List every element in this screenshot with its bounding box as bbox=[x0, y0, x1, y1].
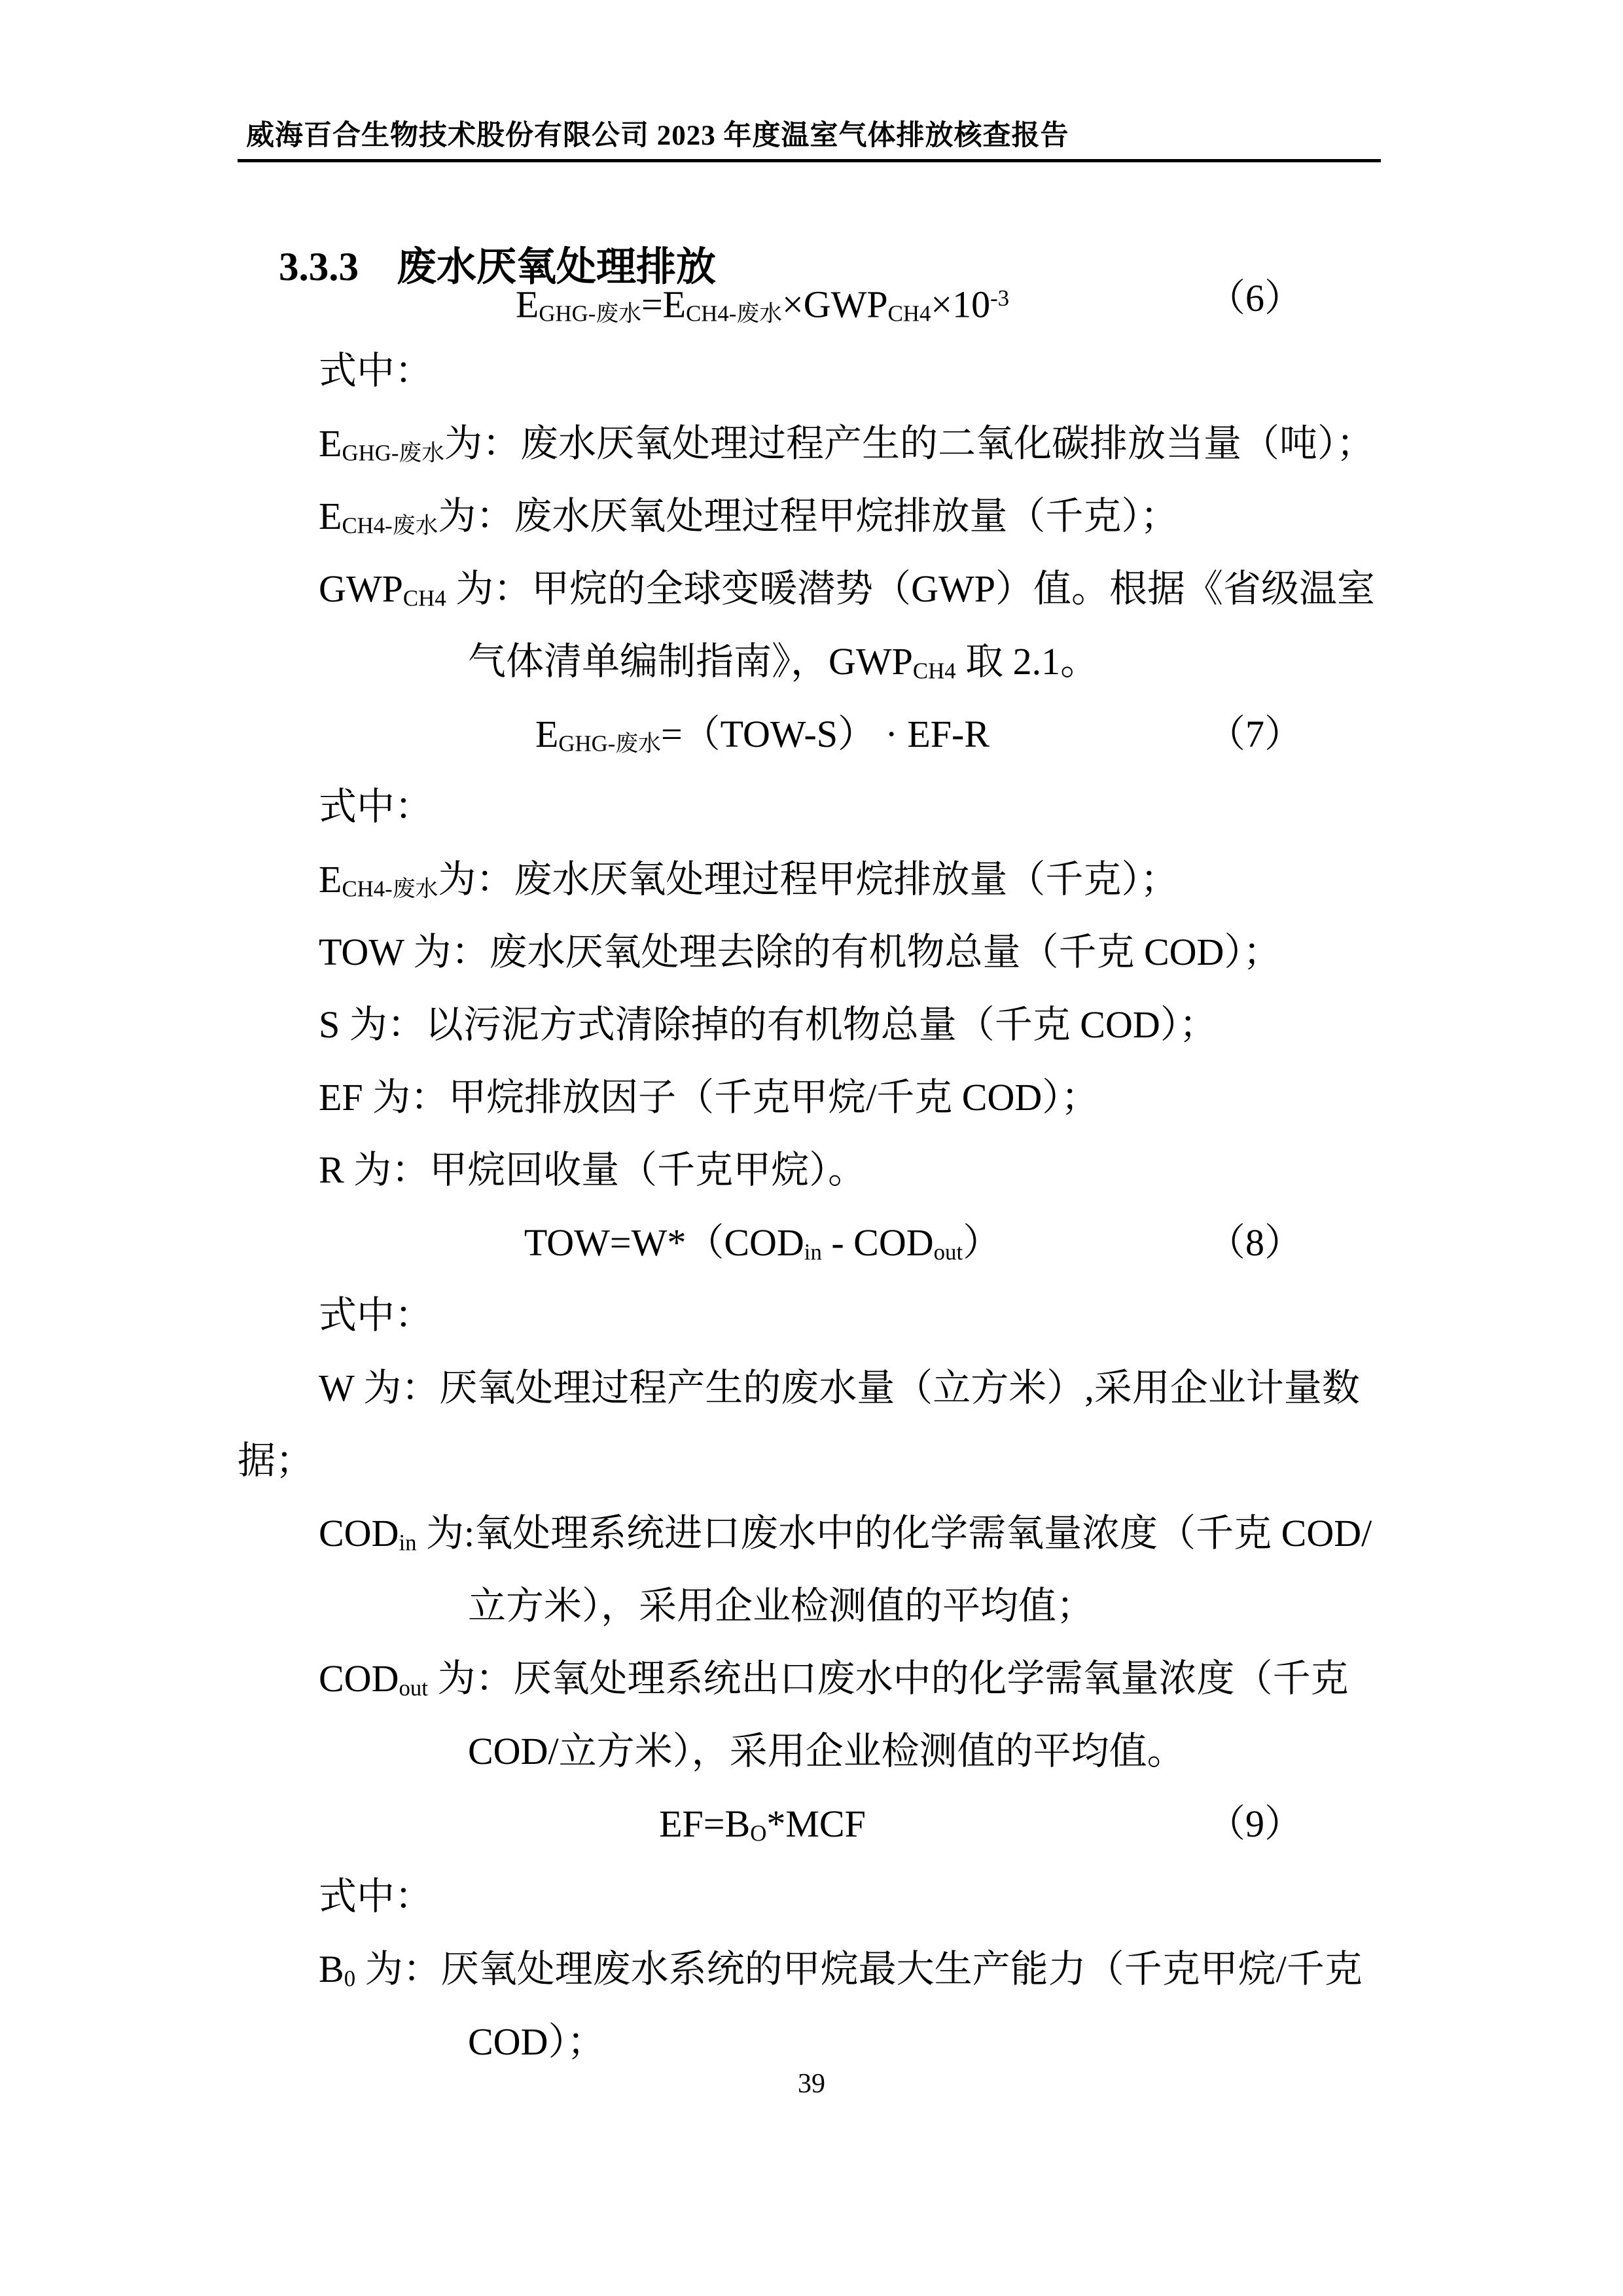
section-heading-number: 3.3.3 bbox=[279, 245, 359, 289]
document-body bbox=[238, 262, 1385, 2078]
text-segment: COD）； bbox=[468, 2020, 605, 2063]
text-segment: ×10 bbox=[931, 283, 991, 326]
formula-line bbox=[238, 262, 1385, 334]
page-header-title: 威海百合生物技术股份有限公司 2023 年度温室气体排放核查报告 bbox=[246, 120, 1069, 151]
formula-sub-segment: CH4-废水 bbox=[686, 300, 782, 327]
equation-number: （6） bbox=[1207, 277, 1302, 319]
text-segment: COD/立方米），采用企业检测值的平均值。 bbox=[468, 1730, 1185, 1772]
formula-sub-segment: out bbox=[933, 1239, 963, 1265]
body-text-line bbox=[238, 1715, 1385, 1787]
equation-number: （9） bbox=[1207, 1803, 1302, 1845]
text-segment: 式中： bbox=[319, 785, 433, 828]
text-segment: E bbox=[515, 283, 539, 326]
formula-sup-segment: -3 bbox=[990, 285, 1010, 311]
text-segment: - COD bbox=[821, 1221, 934, 1264]
formula-sub-segment: CH4-废水 bbox=[342, 876, 438, 902]
formula-sub-segment: out bbox=[399, 1675, 428, 1701]
text-segment: ） bbox=[963, 1221, 1001, 1264]
body-text-line bbox=[238, 1352, 1385, 1424]
text-segment: 式中： bbox=[319, 1294, 433, 1336]
text-segment: B bbox=[319, 1948, 344, 1990]
text-segment: R 为：甲烷回收量（千克甲烷）。 bbox=[319, 1149, 866, 1191]
body-text-line bbox=[238, 625, 1385, 698]
text-segment: E bbox=[319, 495, 342, 537]
formula-line bbox=[238, 1206, 1385, 1279]
text-segment: *MCF bbox=[766, 1803, 866, 1845]
body-text-line bbox=[238, 1061, 1385, 1134]
body-text-line bbox=[238, 916, 1385, 988]
text-segment: GWP bbox=[319, 567, 403, 610]
formula-sub-segment: GHG-废水 bbox=[342, 440, 445, 466]
body-text-line bbox=[238, 407, 1385, 480]
formula-sub-segment: CH4 bbox=[887, 300, 931, 327]
formula-sub-segment: CH4 bbox=[402, 585, 446, 611]
text-segment: =E bbox=[641, 283, 687, 326]
formula-sub-segment: GHG-废水 bbox=[558, 730, 661, 757]
text-segment: 为：废水厌氧处理过程甲烷排放量（千克）； bbox=[438, 858, 1179, 901]
text-segment: E bbox=[319, 422, 342, 465]
body-text-line bbox=[238, 1642, 1385, 1715]
formula-line bbox=[238, 1787, 1385, 1860]
header-divider-rule bbox=[238, 159, 1381, 162]
text-segment: 式中： bbox=[319, 1875, 433, 1918]
body-text-line bbox=[238, 480, 1385, 552]
section-heading-title: 废水厌氧处理排放 bbox=[397, 245, 717, 289]
text-segment: 为：厌氧处理系统出口废水中的化学需氧量浓度（千克 bbox=[427, 1657, 1349, 1700]
body-text-line bbox=[238, 843, 1385, 916]
text-segment: 式中： bbox=[319, 350, 433, 392]
page-number: 39 bbox=[798, 2069, 825, 2099]
text-segment: 为：废水厌氧处理过程产生的二氧化碳排放当量（吨）； bbox=[444, 422, 1375, 465]
body-text-line bbox=[238, 770, 1385, 843]
formula-sub-segment: GHG-废水 bbox=[539, 300, 641, 327]
body-text-line bbox=[238, 988, 1385, 1061]
equation-number: （8） bbox=[1207, 1221, 1302, 1264]
formula-sub-segment: CH4-废水 bbox=[342, 512, 438, 539]
body-text-line bbox=[238, 1134, 1385, 1206]
text-segment: TOW=W*（COD bbox=[524, 1221, 804, 1264]
text-segment: COD bbox=[319, 1657, 399, 1700]
text-segment: E bbox=[535, 713, 559, 755]
equation-number: （7） bbox=[1207, 713, 1302, 755]
body-text-line bbox=[238, 1424, 1385, 1497]
formula-sub-segment: 0 bbox=[344, 1965, 356, 1992]
text-segment: =（TOW-S） · EF-R bbox=[660, 713, 990, 755]
text-segment: W 为：厌氧处理过程产生的废水量（立方米）,采用企业计量数 bbox=[319, 1367, 1360, 1409]
formula-line bbox=[238, 698, 1385, 770]
text-segment: 气体清单编制指南》，GWP bbox=[468, 640, 913, 683]
body-text-line bbox=[238, 1933, 1385, 2005]
text-segment: 为：废水厌氧处理过程甲烷排放量（千克）； bbox=[438, 495, 1179, 537]
body-text-line bbox=[238, 1570, 1385, 1642]
text-segment: 据； bbox=[238, 1439, 314, 1482]
text-segment: EF=B bbox=[659, 1803, 751, 1845]
text-segment: 立方米），采用企业检测值的平均值； bbox=[468, 1585, 1095, 1627]
text-segment: 为:氧处理系统进口废水中的化学需氧量浓度（千克 COD/ bbox=[416, 1512, 1372, 1554]
formula-sub-segment: in bbox=[804, 1239, 822, 1265]
text-segment: EF 为：甲烷排放因子（千克甲烷/千克 COD）； bbox=[319, 1076, 1099, 1119]
text-segment: 取 2.1。 bbox=[955, 640, 1099, 683]
text-segment: TOW 为：废水厌氧处理去除的有机物总量（千克 COD）； bbox=[319, 931, 1281, 973]
formula-sub-segment: CH4 bbox=[912, 658, 956, 684]
text-segment: E bbox=[319, 858, 342, 901]
body-text-line bbox=[238, 552, 1385, 625]
body-text-line bbox=[238, 334, 1385, 407]
text-segment: 为：甲烷的全球变暖潜势（GWP）值。根据《省级温室 bbox=[446, 567, 1376, 610]
formula-sub-segment: O bbox=[750, 1820, 767, 1846]
body-text-line bbox=[238, 1497, 1385, 1570]
formula-sub-segment: in bbox=[399, 1530, 417, 1556]
text-segment: COD bbox=[319, 1512, 399, 1554]
text-segment: ×GWP bbox=[782, 283, 888, 326]
text-segment: S 为：以污泥方式清除掉的有机物总量（千克 COD）； bbox=[319, 1003, 1217, 1046]
body-text-line bbox=[238, 1279, 1385, 1352]
text-segment: 为：厌氧处理废水系统的甲烷最大生产能力（千克甲烷/千克 bbox=[355, 1948, 1363, 1990]
body-text-line bbox=[238, 1860, 1385, 1933]
